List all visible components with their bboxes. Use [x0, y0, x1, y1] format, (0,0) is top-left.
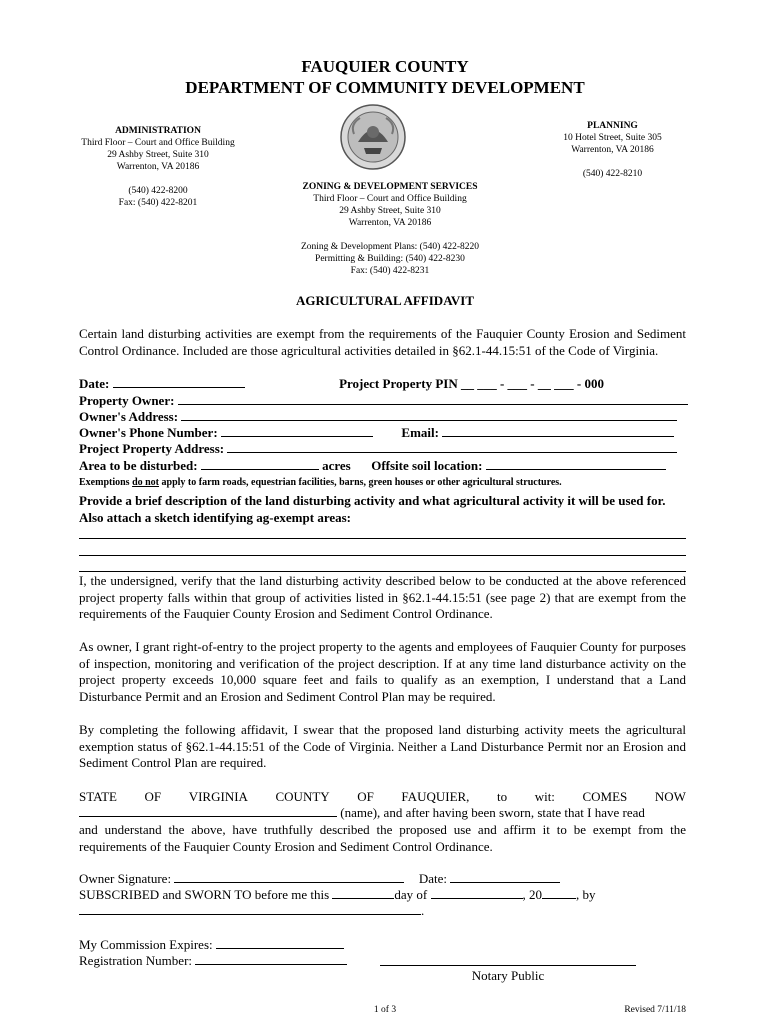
- state-word: COUNTY: [275, 789, 330, 804]
- registration-label: Registration Number:: [79, 953, 193, 968]
- project-address-field[interactable]: [227, 441, 677, 453]
- administration-phone: (540) 422-8200: [128, 186, 188, 196]
- swear-paragraph: By completing the following affidavit, I swear that the proposed land disturbing activity meets the agricultural exemption status of §62.1-44.15:51 of the Code of Virginia. Neither a Land Disturbance Permit nor an Erosion and Sediment Control Plan are required.: [79, 722, 686, 770]
- month-field[interactable]: [431, 887, 523, 899]
- county-title: FAUQUIER COUNTY: [301, 57, 469, 76]
- subscribed-label: SUBSCRIBED and SWORN TO before me this: [79, 887, 330, 902]
- offsite-field[interactable]: [486, 458, 666, 470]
- state-word: wit:: [534, 789, 555, 804]
- state-word: STATE: [79, 789, 117, 804]
- signature-date-label: Date:: [418, 871, 447, 886]
- owner-address-row: [79, 409, 686, 425]
- pin-field[interactable]: __ ___ - ___ - __ ___ - 000: [460, 376, 604, 391]
- state-word: FAUQUIER,: [401, 789, 470, 804]
- administration-fax: Fax: (540) 422-8201: [118, 198, 198, 208]
- notary-public-label: Notary Public: [471, 968, 545, 983]
- name-line-text: (name), and after having been sworn, state that I have read: [340, 805, 645, 820]
- description-line-2[interactable]: [79, 555, 686, 556]
- planning-line2: Warrenton, VA 20186: [571, 145, 654, 155]
- administration-title: ADMINISTRATION: [115, 126, 201, 136]
- administration-line2: 29 Ashby Street, Suite 310: [107, 150, 209, 160]
- name-line-row: [79, 805, 686, 822]
- page-number: 1 of 3: [373, 1005, 397, 1015]
- administration-block: [68, 125, 248, 209]
- email-label: Email:: [401, 425, 439, 440]
- state-word: to: [497, 789, 508, 804]
- zoning-fax: Fax: (540) 422-8231: [350, 266, 430, 276]
- commission-row: [79, 937, 686, 954]
- state-word: COMES: [582, 789, 628, 804]
- state-line: [79, 789, 686, 805]
- state-word: OF: [357, 789, 374, 804]
- area-field[interactable]: [201, 458, 319, 470]
- area-offsite-row: [79, 458, 686, 474]
- pin-label: Project Property PIN: [339, 376, 458, 391]
- property-owner-field[interactable]: [178, 393, 688, 405]
- exemptions-prefix: Exemptions: [79, 477, 133, 488]
- offsite-label: Offsite soil location:: [371, 458, 483, 473]
- right-of-entry-paragraph: As owner, I grant right-of-entry to the project property to the agents and employees of Fauquier County for purposes of inspection, monitoring and verification of the project description. If at any time land disturbance activity on the project property exceeds 10,000 square feet and fails to qualify as an exemption, I understand that a Land Disturbance Permit and an Erosion and Sediment Control Plan may be required.: [79, 639, 686, 704]
- date-field[interactable]: [113, 376, 245, 388]
- owner-phone-label: Owner's Phone Number:: [79, 425, 218, 440]
- year-field[interactable]: [542, 887, 576, 899]
- zoning-block: [270, 181, 510, 277]
- owner-signature-field[interactable]: [174, 871, 404, 883]
- by-label: , by: [576, 887, 596, 902]
- subscribed-row: [79, 887, 686, 904]
- notary-signature-line[interactable]: [380, 965, 636, 966]
- by-name-row: [79, 903, 686, 920]
- form-heading: AGRICULTURAL AFFIDAVIT: [295, 293, 475, 308]
- zoning-title: ZONING & DEVELOPMENT SERVICES: [302, 182, 478, 192]
- area-label: Area to be disturbed:: [79, 458, 198, 473]
- owner-address-label: Owner's Address:: [79, 409, 179, 424]
- day-of-label: day of: [394, 887, 428, 902]
- email-field[interactable]: [442, 425, 674, 437]
- date-pin-row: [79, 376, 686, 392]
- state-word: OF: [144, 789, 162, 804]
- name-field[interactable]: [79, 805, 337, 817]
- zoning-line3: Warrenton, VA 20186: [348, 218, 432, 228]
- period: .: [421, 903, 425, 918]
- planning-block: [525, 120, 700, 180]
- planning-title: PLANNING: [587, 121, 638, 131]
- exemptions-note: [79, 477, 689, 488]
- describe-prompt: Provide a brief description of the land disturbing activity and what agricultural activity it will be used for. Also attach a sketch identifying ag-exempt areas:: [79, 493, 666, 525]
- owner-phone-field[interactable]: [221, 425, 373, 437]
- state-word: NOW: [654, 789, 686, 804]
- owner-address-field[interactable]: [181, 409, 677, 421]
- exemptions-suffix: apply to farm roads, equestrian facilities, barns, green houses or other agricultural structures.: [159, 477, 562, 488]
- registration-field[interactable]: [195, 953, 347, 965]
- description-line-1[interactable]: [79, 538, 686, 539]
- zoning-line1: Third Floor – Court and Office Building: [313, 194, 467, 204]
- verify-paragraph: I, the undersigned, verify that the land disturbing activity described below to be conducted at the above referenced project property falls within that group of activities listed in §62.1-44.15:51 (see page 2) that are exempt from the requirements of the Fauquier County Erosion and Sediment Control Ordinance.: [79, 573, 686, 621]
- intro-paragraph: Certain land disturbing activities are exempt from the requirements of the Fauquier County Erosion and Sediment Control Ordinance. Included are those agricultural activities detailed in §62.1-44.15:51 of the Code of Virginia.: [79, 326, 686, 358]
- phone-email-row: [79, 425, 686, 441]
- project-address-label: Project Property Address:: [79, 441, 225, 456]
- state-word: VIRGINIA: [188, 789, 248, 804]
- zoning-line2: 29 Ashby Street, Suite 310: [339, 206, 441, 216]
- date-label: Date:: [79, 376, 110, 391]
- day-field[interactable]: [332, 887, 394, 899]
- property-owner-label: Property Owner:: [79, 393, 175, 408]
- zoning-permitting-phone: Permitting & Building: (540) 422-8230: [315, 254, 465, 264]
- signature-date-field[interactable]: [450, 871, 560, 883]
- owner-signature-label: Owner Signature:: [79, 871, 172, 886]
- description-line-3[interactable]: [79, 571, 686, 572]
- zoning-plans-phone: Zoning & Development Plans: (540) 422-8220: [300, 242, 480, 252]
- planning-phone: (540) 422-8210: [582, 169, 643, 179]
- administration-line3: Warrenton, VA 20186: [116, 162, 200, 172]
- revised-date: Revised 7/11/18: [624, 1005, 686, 1015]
- exemptions-do-not: do not: [132, 477, 160, 488]
- county-seal-icon: [340, 104, 406, 170]
- commission-field[interactable]: [216, 937, 344, 949]
- department-title: DEPARTMENT OF COMMUNITY DEVELOPMENT: [185, 78, 585, 97]
- understand-paragraph: and understand the above, have truthfully described the proposed use and affirm it to be exempt from the requirements of the Fauquier County Erosion and Sediment Control Ordinance.: [79, 822, 686, 854]
- project-address-row: [79, 441, 686, 457]
- commission-label: My Commission Expires:: [79, 937, 213, 952]
- administration-line1: Third Floor – Court and Office Building: [81, 138, 235, 148]
- property-owner-row: [79, 393, 686, 409]
- planning-line1: 10 Hotel Street, Suite 305: [563, 133, 662, 143]
- owner-signature-row: [79, 871, 686, 888]
- year-prefix: , 20: [522, 887, 542, 902]
- by-name-field[interactable]: [79, 903, 421, 915]
- acres-label: acres: [322, 458, 351, 473]
